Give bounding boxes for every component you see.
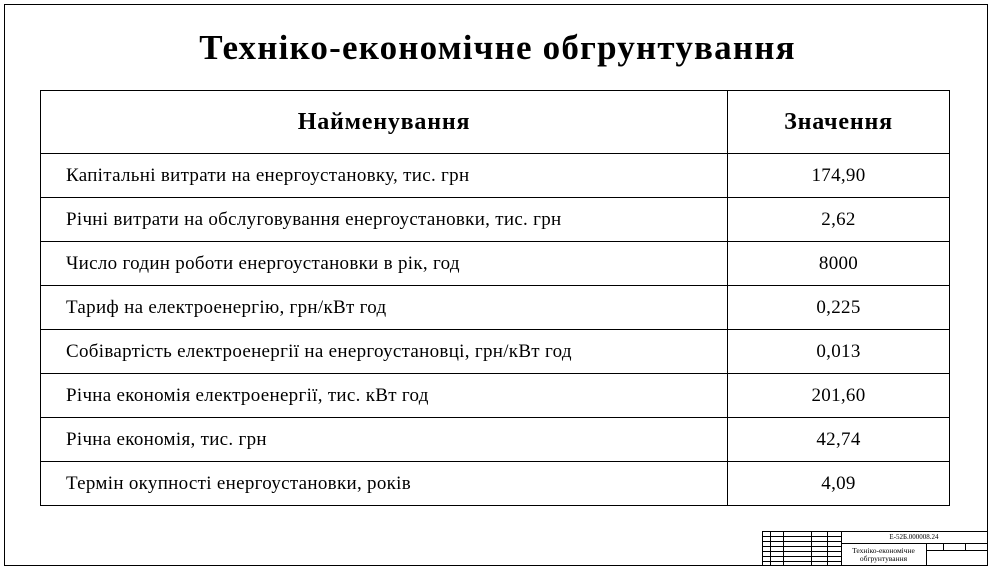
table-row	[41, 198, 950, 242]
row-name: Капітальні витрати на енергоустановку, тис. грн	[41, 154, 728, 198]
row-name: Число годин роботи енергоустановки в рік, год	[41, 242, 728, 286]
page-title: Техніко-економічне обгрунтування	[199, 28, 796, 67]
row-name: Річна економія електроенергії, тис. кВт год	[41, 374, 728, 418]
economics-table	[40, 90, 950, 506]
row-name: Річні витрати на обслуговування енергоустановки, тис. грн	[41, 198, 728, 242]
table-row	[41, 286, 950, 330]
column-header-value: Значення	[728, 91, 950, 154]
row-value: 8000	[728, 242, 950, 286]
column-header-name: Найменування	[41, 91, 728, 154]
row-value: 201,60	[728, 374, 950, 418]
row-value: 42,74	[728, 418, 950, 462]
stamp-signature-grid	[763, 532, 842, 565]
table-row	[41, 242, 950, 286]
table-row	[41, 330, 950, 374]
stamp-document-code: Е-52Б.000008.24	[841, 532, 987, 544]
row-name: Тариф на електроенергію, грн/кВт год	[41, 286, 728, 330]
row-value: 4,09	[728, 462, 950, 506]
row-name: Собівартість електроенергії на енергоустановці, грн/кВт год	[41, 330, 728, 374]
table-header-row	[41, 91, 950, 154]
stamp-sheet-box	[927, 543, 987, 565]
stamp-document-name: Техніко-економічне обгрунтування	[841, 543, 927, 565]
row-value: 0,225	[728, 286, 950, 330]
title-block-stamp	[762, 531, 988, 566]
row-value: 174,90	[728, 154, 950, 198]
row-name: Термін окупності енергоустановки, років	[41, 462, 728, 506]
table-row	[41, 462, 950, 506]
row-value: 0,013	[728, 330, 950, 374]
table-row	[41, 154, 950, 198]
table-row	[41, 374, 950, 418]
table-row	[41, 418, 950, 462]
row-name: Річна економія, тис. грн	[41, 418, 728, 462]
row-value: 2,62	[728, 198, 950, 242]
